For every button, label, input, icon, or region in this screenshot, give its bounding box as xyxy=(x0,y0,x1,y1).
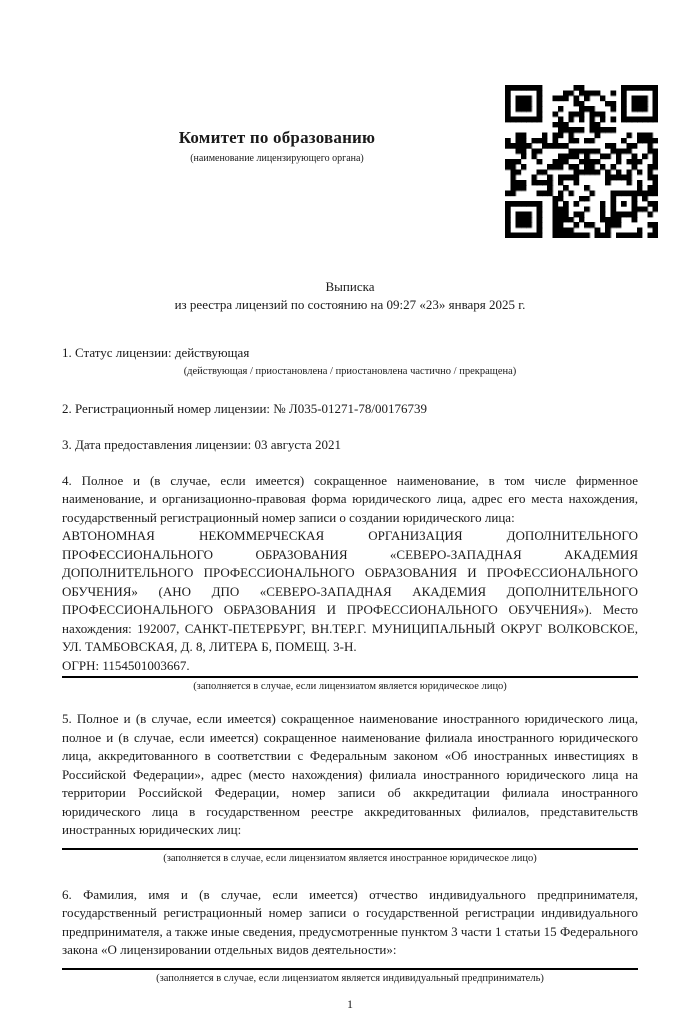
licensing-authority-block xyxy=(62,128,492,164)
extract-title-line1: Выписка xyxy=(325,279,375,294)
registration-number-line: 2. Регистрационный номер лицензии: № Л035-01271-78/00176739 xyxy=(62,400,428,416)
qr-code-canvas xyxy=(505,85,658,238)
entrepreneur-blank-rule xyxy=(62,968,638,970)
page-number: 1 xyxy=(347,996,353,1011)
legal-entity-caption: (заполняется в случае, если лицензиатом является юридическое лицо) xyxy=(193,681,507,692)
entrepreneur-section xyxy=(62,886,638,985)
extract-title-line2: из реестра лицензий по состоянию на 09:27 «23» января 2025 г. xyxy=(174,297,526,312)
ogrn-value: ОГРН: 1154501003667. xyxy=(62,657,190,673)
license-status-line: 1. Статус лицензии: действующая xyxy=(62,345,250,360)
entrepreneur-caption: (заполняется в случае, если лицензиатом является индивидуальный предприниматель) xyxy=(156,972,544,984)
licensing-authority-caption: (наименование лицензирующего органа) xyxy=(190,153,364,164)
legal-entity-section xyxy=(62,472,638,694)
foreign-entity-caption: (заполняется в случае, если лицензиатом является иностранное юридическое лицо) xyxy=(163,852,537,864)
extract-title-block xyxy=(62,278,638,314)
foreign-entity-blank-rule xyxy=(62,848,638,850)
grant-date-line: 3. Дата предоставления лицензии: 03 августа 2021 xyxy=(62,437,342,452)
legal-entity-blank-rule xyxy=(62,676,638,678)
qr-code xyxy=(505,85,658,238)
licensing-authority-name: Комитет по образованию xyxy=(178,128,376,147)
ogrn-line xyxy=(62,657,638,676)
legal-entity-intro: 4. Полное и (в случае, если имеется) сокращенное наименование, в том числе фирменное наименование, и организационно-правовая форма юридического лица, адрес его места нахождения, государственный регистрационный номер записи о создании юридического лица: xyxy=(62,472,638,525)
status-options-caption: (действующая / приостановлена / приостановлена частично / прекращена) xyxy=(183,365,517,377)
document-header xyxy=(62,0,638,164)
licensee-name-value: АВТОНОМНАЯ НЕКОММЕРЧЕСКАЯ ОРГАНИЗАЦИЯ ДОПОЛНИТЕЛЬНОГО ПРОФЕССИОНАЛЬНОГО ОБРАЗОВАНИЯ «СЕВЕРО-ЗАПАДНАЯ АКАДЕМИЯ ДОПОЛНИТЕЛЬНОГО ПРОФЕССИОНАЛЬНОГО ОБРАЗОВАНИЯ И ПРОФЕССИОНАЛЬНОГО ОБУЧЕНИЯ» (АНО ДПО «СЕВЕРО-ЗАПАДНАЯ АКАДЕМИЯ ДОПОЛНИТЕЛЬНОГО ПРОФЕССИОНАЛЬНОГО ОБРАЗОВАНИЯ И ПРОФЕССИОНАЛЬНОГО ОБУЧЕНИЯ»). Место нахождения: 192007, САНКТ-ПЕТЕРБУРГ, ВН.ТЕР.Г. МУНИЦИПАЛЬНЫЙ ОКРУГ ВОЛКОВСКОЕ, УЛ. ТАМБОВСКАЯ, Д. 8, ЛИТЕРА Б, ПОМЕЩ. 3-Н. xyxy=(62,528,638,654)
foreign-entity-paragraph: 5. Полное и (в случае, если имеется) сокращенное наименование иностранного юридического лица, полное и (в случае, если имеется) сокращенное наименование филиала иностранного юридического лица, аккредитованного в соответствии с Федеральным законом «Об иностранных инвестициях в Российской Федерации», адрес (место нахождения) филиала иностранного юридического лица на территории Российской Федерации, номер записи об аккредитации филиала иностранного юридического лица в государственном реестре аккредитованных филиалов, представительств иностранных юридических лиц: xyxy=(62,711,638,837)
foreign-entity-section xyxy=(62,710,638,865)
entrepreneur-paragraph: 6. Фамилия, имя и (в случае, если имеется) отчество индивидуального предпринимателя, государственный регистрационный номер записи о государственной регистрации индивидуального предпринимателя, а также иные сведения, предусмотренные пунктом 3 части 1 статьи 15 Федерального закона «О лицензировании отдельных видов деятельности»: xyxy=(62,886,638,957)
